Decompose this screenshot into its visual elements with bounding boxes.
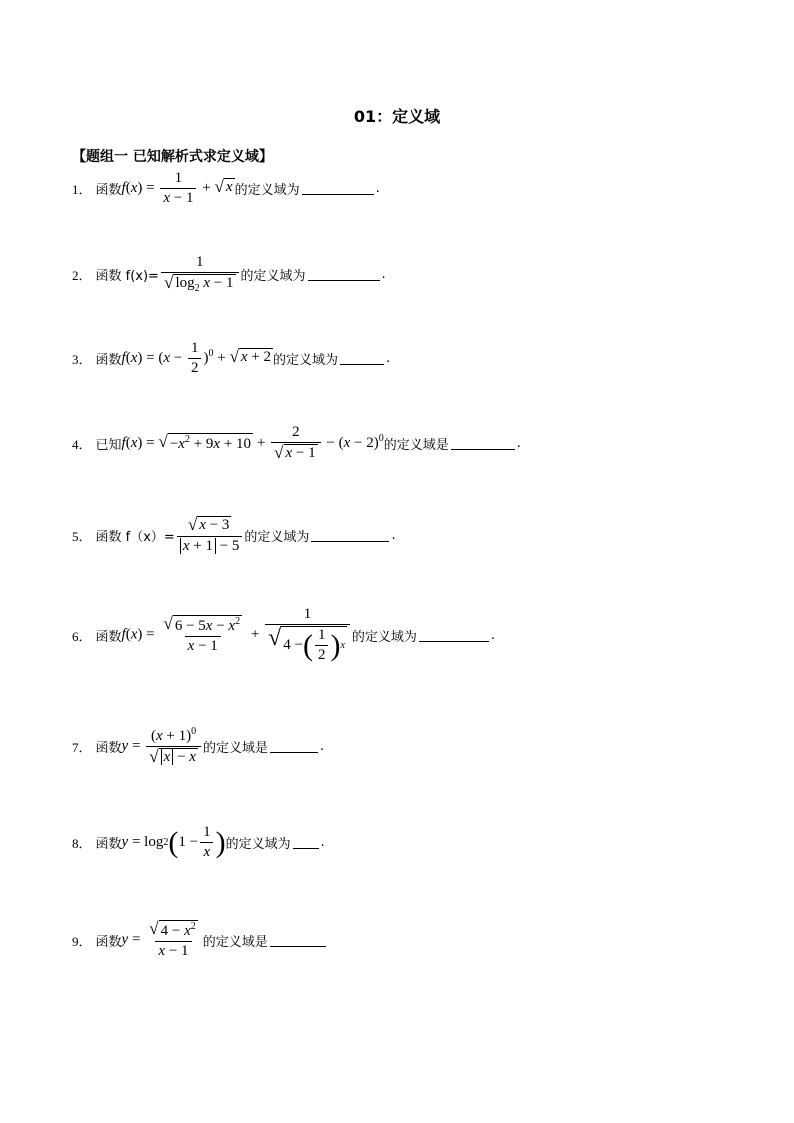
question-number: 8．	[72, 836, 92, 851]
question-prefix: 函数	[95, 353, 122, 368]
answer-blank[interactable]	[311, 529, 389, 542]
answer-blank[interactable]	[340, 352, 384, 365]
formula: f(x) = $\frac{1}{x - 1}$ + √ x	[121, 170, 233, 206]
question-number: 2．	[72, 267, 92, 283]
answer-blank[interactable]	[308, 268, 380, 281]
section-heading: 【题组一 已知解析式求定义域】	[72, 149, 273, 165]
question-prefix: 函数	[95, 934, 122, 950]
formula: f(x) = (x − $\frac{1}{2}$ )$^0$ + √ x + 2	[121, 340, 272, 376]
formula: y = log 2 ( 1 − $\frac{1}{x}$ )	[121, 824, 226, 860]
question-6	[72, 606, 495, 664]
question-prefix: 函数	[95, 837, 122, 852]
formula: f(x) = √ $6 - 5x - x^2$ x − 1 + 1 √ 4 − ( $\frac{1}{2}$ ) x	[122, 606, 352, 664]
formula: √ x − 3 x + 1 − 5	[175, 516, 245, 555]
question-number: 3．	[72, 352, 92, 367]
question-prefix: 函数	[95, 741, 122, 756]
question-end: .	[375, 181, 380, 196]
question-suffix: 的定义域为	[244, 530, 310, 545]
question-end: .	[319, 739, 325, 754]
question-end: .	[490, 627, 496, 643]
question-1	[72, 170, 380, 207]
question-suffix: 的定义域是	[202, 934, 268, 950]
question-number: 9．	[72, 933, 92, 949]
question-end: .	[386, 351, 391, 366]
question-number: 5．	[72, 529, 92, 544]
question-9	[72, 920, 328, 960]
question-number: 1．	[72, 182, 92, 197]
question-suffix: 的定义域为	[240, 268, 306, 284]
question-end: .	[381, 266, 386, 282]
question-suffix: 的定义域为	[225, 837, 291, 852]
answer-blank[interactable]	[419, 629, 489, 642]
question-number: 4．	[72, 437, 92, 452]
answer-blank[interactable]	[270, 740, 318, 753]
answer-blank[interactable]	[451, 437, 515, 450]
answer-blank[interactable]	[270, 934, 326, 947]
question-prefix: 函数	[95, 629, 122, 645]
question-prefix: 函数 f(x)=	[95, 268, 159, 284]
question-suffix: 的定义域是	[383, 438, 449, 453]
formula: f(x) = √ $-x^2 + 9x + 10$ + 2 √ x − 1 − $(x - 2)^0$	[121, 424, 384, 462]
question-suffix: 的定义域是	[202, 741, 268, 756]
question-number: 6．	[72, 628, 92, 644]
question-prefix: 已知	[95, 438, 122, 453]
formula: 1 √ $\log_2 x - 1$	[159, 254, 241, 294]
question-end: .	[516, 436, 521, 451]
question-prefix: 函数 f（x）=	[95, 530, 175, 545]
question-number: 7．	[72, 740, 92, 755]
question-end: .	[320, 835, 325, 850]
formula: y = $(x + 1)^0$ √ x − x	[122, 726, 203, 767]
question-3	[72, 340, 390, 377]
page-title: 01：定义域	[353, 107, 441, 126]
question-5	[72, 516, 396, 555]
question-prefix: 函数	[95, 183, 122, 198]
question-suffix: 的定义域为	[234, 183, 300, 198]
question-end: .	[391, 528, 396, 543]
answer-blank[interactable]	[293, 836, 319, 849]
question-4	[72, 424, 521, 463]
question-2	[72, 254, 386, 294]
question-suffix: 的定义域为	[273, 353, 339, 368]
question-7	[72, 726, 324, 767]
answer-blank[interactable]	[302, 182, 374, 195]
formula: y = √ $4 - x^2$ x − 1	[121, 919, 196, 959]
question-8	[72, 824, 325, 861]
question-suffix: 的定义域为	[351, 629, 417, 645]
